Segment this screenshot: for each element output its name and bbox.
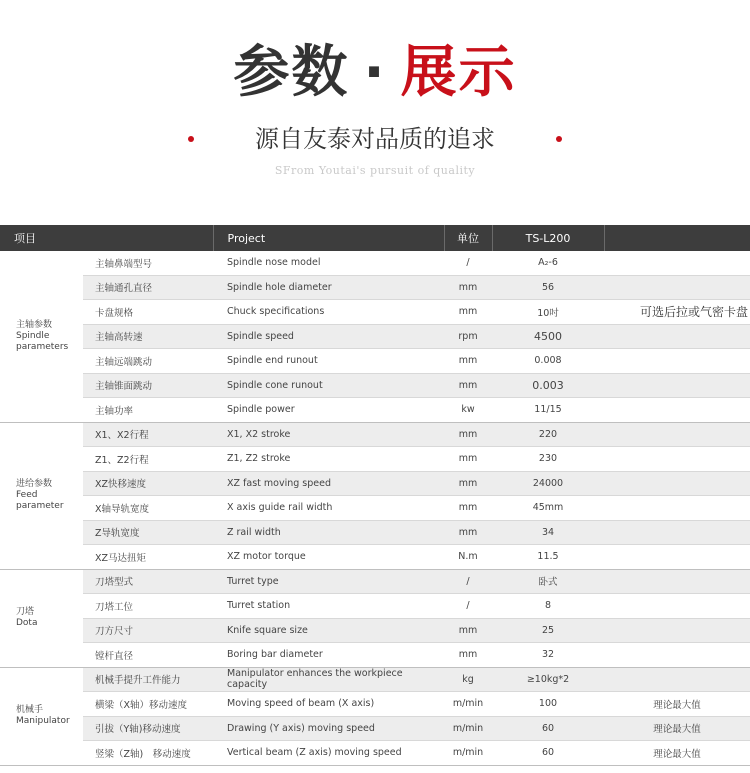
- table-row: [0, 447, 750, 472]
- table-row: [0, 471, 750, 496]
- unit-cell: /: [444, 594, 492, 619]
- value-cell: 0.003: [492, 373, 604, 398]
- unit-cell: kg: [444, 667, 492, 692]
- item-en-cell: Spindle speed: [213, 324, 444, 349]
- item-en-cell: Turret type: [213, 569, 444, 594]
- right-dot-icon: [556, 136, 562, 142]
- subtitle-row: [0, 122, 750, 156]
- item-cn-cell: 镗杆直径: [83, 643, 213, 668]
- title-part-1: 参数: [233, 40, 350, 105]
- item-cn-cell: XZ马达扭矩: [83, 545, 213, 570]
- value-cell: 100: [492, 692, 604, 717]
- note-cell: [604, 251, 750, 275]
- value-cell: 11/15: [492, 398, 604, 423]
- spec-table: [0, 225, 750, 766]
- table-row: [0, 373, 750, 398]
- item-cn-cell: Z导轨宽度: [83, 520, 213, 545]
- item-en-cell: Knife square size: [213, 618, 444, 643]
- unit-cell: m/min: [444, 716, 492, 741]
- unit-cell: rpm: [444, 324, 492, 349]
- note-cell: [604, 594, 750, 619]
- table-header-row: [0, 225, 750, 251]
- unit-cell: mm: [444, 300, 492, 325]
- unit-cell: /: [444, 569, 492, 594]
- category-cn: 主轴参数: [16, 319, 53, 330]
- table-row: [0, 594, 750, 619]
- item-en-cell: Z rail width: [213, 520, 444, 545]
- value-cell: A₂-6: [492, 251, 604, 275]
- category-cell: [0, 422, 83, 569]
- item-cn-cell: XZ快移速度: [83, 471, 213, 496]
- item-cn-cell: 刀方尺寸: [83, 618, 213, 643]
- table-row: [0, 275, 750, 300]
- item-cn-cell: 主轴高转速: [83, 324, 213, 349]
- category-cn: 机械手: [16, 705, 44, 715]
- value-cell: 230: [492, 447, 604, 472]
- subtitle-cn: 源自友泰对品质的追求: [255, 125, 495, 153]
- value-cell: 11.5: [492, 545, 604, 570]
- item-cn-cell: 竖梁（Z轴) 移动速度: [83, 741, 213, 766]
- category-cell: [0, 667, 83, 765]
- page-title: [0, 38, 750, 108]
- unit-cell: N.m: [444, 545, 492, 570]
- item-en-cell: Boring bar diameter: [213, 643, 444, 668]
- table-row: [0, 520, 750, 545]
- value-cell: 25: [492, 618, 604, 643]
- item-cn-cell: 横梁（X轴）移动速度: [83, 692, 213, 717]
- item-cn-cell: 主轴功率: [83, 398, 213, 423]
- unit-cell: mm: [444, 275, 492, 300]
- category-cell: [0, 251, 83, 422]
- item-en-cell: Vertical beam (Z axis) moving speed: [213, 741, 444, 766]
- subtitle-en: SFrom Youtai's pursuit of quality: [274, 164, 476, 177]
- note-cell: [604, 398, 750, 423]
- value-cell: 0.008: [492, 349, 604, 374]
- category-en: Dota: [16, 618, 38, 628]
- value-cell: 24000: [492, 471, 604, 496]
- header-item: 项目: [0, 225, 213, 251]
- table-body: [0, 251, 750, 765]
- note-cell: [604, 447, 750, 472]
- unit-cell: m/min: [444, 741, 492, 766]
- note-cell: [604, 373, 750, 398]
- unit-cell: mm: [444, 520, 492, 545]
- unit-cell: mm: [444, 373, 492, 398]
- value-cell: 56: [492, 275, 604, 300]
- note-cell: [604, 471, 750, 496]
- table-row: [0, 618, 750, 643]
- value-cell: ≥10kg*2: [492, 667, 604, 692]
- unit-cell: mm: [444, 496, 492, 521]
- unit-cell: mm: [444, 349, 492, 374]
- value-cell: 4500: [492, 324, 604, 349]
- note-cell: 理论最大值: [604, 741, 750, 766]
- unit-cell: mm: [444, 618, 492, 643]
- value-cell: 10吋: [492, 300, 604, 325]
- table-row: [0, 324, 750, 349]
- title-separator: ·: [363, 40, 387, 105]
- note-cell: [604, 545, 750, 570]
- category-en: Manipulator: [16, 716, 70, 726]
- item-cn-cell: 刀塔工位: [83, 594, 213, 619]
- item-cn-cell: Z1、Z2行程: [83, 447, 213, 472]
- item-en-cell: Manipulator enhances the workpiece capacity: [213, 667, 444, 692]
- unit-cell: m/min: [444, 692, 492, 717]
- table-row: [0, 569, 750, 594]
- header-unit: 单位: [444, 225, 492, 251]
- table-row: [0, 300, 750, 325]
- header-project: Project: [213, 225, 444, 251]
- table-row: [0, 422, 750, 447]
- table-row: [0, 251, 750, 275]
- item-en-cell: Chuck specifications: [213, 300, 444, 325]
- note-cell: [604, 643, 750, 668]
- table-row: [0, 398, 750, 423]
- table-row: [0, 692, 750, 717]
- header-note: [604, 225, 750, 251]
- item-en-cell: Spindle nose model: [213, 251, 444, 275]
- table-row: [0, 667, 750, 692]
- unit-cell: kw: [444, 398, 492, 423]
- note-cell: 可选后拉或气密卡盘: [604, 300, 750, 325]
- note-cell: 理论最大值: [604, 716, 750, 741]
- unit-cell: mm: [444, 422, 492, 447]
- item-cn-cell: 主轴通孔直径: [83, 275, 213, 300]
- note-cell: [604, 275, 750, 300]
- value-cell: 卧式: [492, 569, 604, 594]
- item-en-cell: X1, X2 stroke: [213, 422, 444, 447]
- table-row: [0, 643, 750, 668]
- value-cell: 32: [492, 643, 604, 668]
- note-cell: [604, 422, 750, 447]
- note-cell: [604, 520, 750, 545]
- item-en-cell: X axis guide rail width: [213, 496, 444, 521]
- item-cn-cell: 主轴远端跳动: [83, 349, 213, 374]
- item-en-cell: Turret station: [213, 594, 444, 619]
- value-cell: 45mm: [492, 496, 604, 521]
- table-row: [0, 496, 750, 521]
- value-cell: 8: [492, 594, 604, 619]
- note-cell: [604, 324, 750, 349]
- item-cn-cell: X轴导轨宽度: [83, 496, 213, 521]
- item-en-cell: Z1, Z2 stroke: [213, 447, 444, 472]
- unit-cell: /: [444, 251, 492, 275]
- item-en-cell: Moving speed of beam (X axis): [213, 692, 444, 717]
- note-cell: [604, 349, 750, 374]
- value-cell: 60: [492, 716, 604, 741]
- item-cn-cell: X1、X2行程: [83, 422, 213, 447]
- item-en-cell: Spindle power: [213, 398, 444, 423]
- unit-cell: mm: [444, 447, 492, 472]
- item-cn-cell: 主轴鼻端型号: [83, 251, 213, 275]
- item-en-cell: XZ motor torque: [213, 545, 444, 570]
- table-row: [0, 545, 750, 570]
- note-cell: [604, 618, 750, 643]
- note-cell: [604, 569, 750, 594]
- unit-cell: mm: [444, 643, 492, 668]
- note-cell: [604, 496, 750, 521]
- item-cn-cell: 刀塔型式: [83, 569, 213, 594]
- value-cell: 220: [492, 422, 604, 447]
- table-row: [0, 349, 750, 374]
- item-cn-cell: 引拔（Y轴)移动速度: [83, 716, 213, 741]
- note-cell: 理论最大值: [604, 692, 750, 717]
- category-cn: 刀塔: [16, 607, 35, 617]
- category-cell: [0, 569, 83, 667]
- title-part-2: 展示: [400, 40, 517, 105]
- header-model: TS-L200: [492, 225, 604, 251]
- item-cn-cell: 主轴锥面跳动: [83, 373, 213, 398]
- table-row: [0, 741, 750, 766]
- item-en-cell: XZ fast moving speed: [213, 471, 444, 496]
- category-en: Spindle parameters: [16, 330, 69, 352]
- table-row: [0, 716, 750, 741]
- item-en-cell: Spindle end runout: [213, 349, 444, 374]
- item-en-cell: Spindle hole diameter: [213, 275, 444, 300]
- unit-cell: mm: [444, 471, 492, 496]
- category-cn: 进给参数: [16, 479, 53, 489]
- note-cell: [604, 667, 750, 692]
- item-cn-cell: 机械手提升工件能力: [83, 667, 213, 692]
- item-cn-cell: 卡盘规格: [83, 300, 213, 325]
- item-en-cell: Drawing (Y axis) moving speed: [213, 716, 444, 741]
- item-en-cell: Spindle cone runout: [213, 373, 444, 398]
- value-cell: 34: [492, 520, 604, 545]
- value-cell: 60: [492, 741, 604, 766]
- category-en: Feed parameter: [16, 490, 64, 511]
